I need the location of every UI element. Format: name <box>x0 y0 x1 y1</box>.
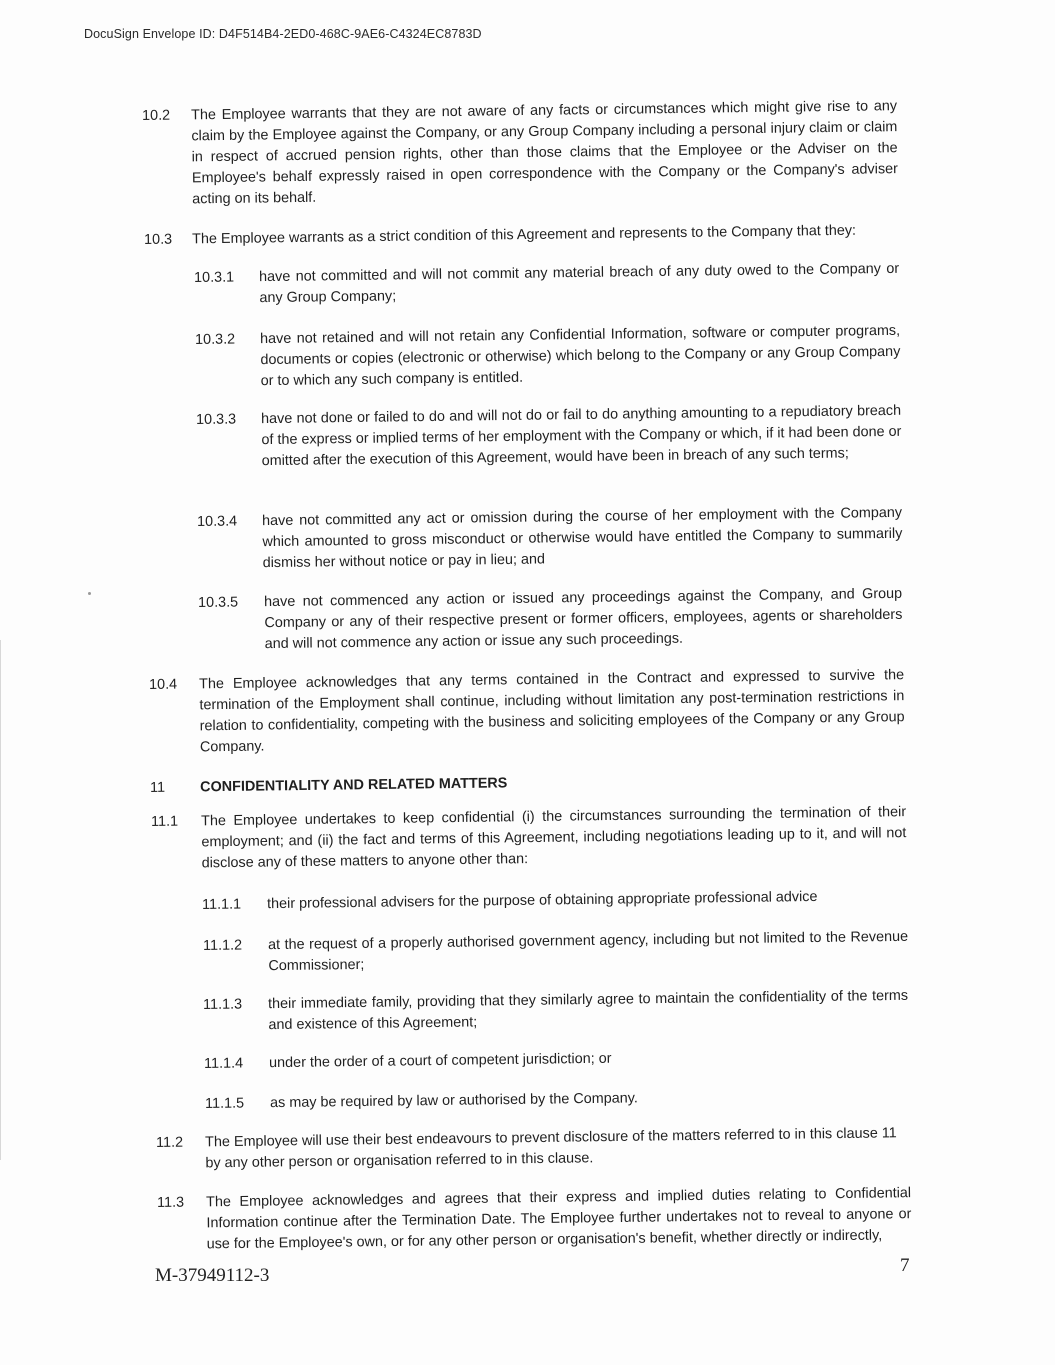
clause-number: 11.1 <box>151 813 179 830</box>
clause-number: 10.4 <box>149 676 178 693</box>
clause-10-3-5 <box>198 584 908 653</box>
clause-text: have not committed any act or omission during the course of her employment with the Company which amounted to gross misconduct or otherwise would have entitled the Company to summarily dismiss her without notice or pay in lieu; and <box>262 504 903 572</box>
clause-11-1-4 <box>204 1045 914 1072</box>
clause-text: their immediate family, providing that they similarly agree to maintain the confidentiality of the terms and existence of this Agreement; <box>268 987 909 1034</box>
clause-text: their professional advisers for the purpose of obtaining appropriate professional advice <box>267 888 818 913</box>
clause-number: 10.3.2 <box>195 331 236 348</box>
clause-11-1-1 <box>202 886 912 913</box>
clause-text: as may be required by law or authorised by the Company. <box>270 1090 638 1112</box>
clause-10-3-1 <box>194 259 904 307</box>
clause-number: 11.3 <box>157 1194 185 1211</box>
section-heading-11 <box>150 768 910 796</box>
clause-number: 11.1.1 <box>202 896 242 913</box>
clause-text: have not committed and will not commit any material breach of any duty owed to the Company or any Group Company; <box>259 260 900 307</box>
clause-text: have not retained and will not retain any Confidential Information, software or computer programs, documents or copies (electronic or otherwise) which belong to the Company or any Group Company or to which any such company is entitled. <box>260 322 901 390</box>
clause-11-1 <box>151 802 911 872</box>
clause-number: 10.3 <box>144 231 173 248</box>
scan-speck <box>88 592 91 595</box>
clause-number: 11.1.4 <box>204 1055 244 1072</box>
clause-text: have not commenced any action or issued any proceedings against the Company, and Group Company or any of their respective present or former officers, employees, agents or shareholders and will not commence any action or issue any such proceedings. <box>264 585 903 653</box>
clause-number: 11.2 <box>156 1134 184 1151</box>
clause-number: 11.1.5 <box>205 1095 245 1112</box>
clause-10-3-2 <box>195 321 905 390</box>
clause-text: under the order of a court of competent jurisdiction; or <box>269 1050 612 1072</box>
clause-number: 11.1.3 <box>203 996 243 1013</box>
clause-text: The Employee undertakes to keep confidential (i) the circumstances surrounding the termination of their employment; and (ii) the fact and terms of this Agreement, including negotiations leading up to it, and will not disclose any of these matters to anyone other than: <box>201 804 907 872</box>
docusign-envelope-id: DocuSign Envelope ID: D4F514B4-2ED0-468C-9AE6-C4324EC8783D <box>84 27 482 41</box>
clause-number: 10.2 <box>142 107 171 124</box>
clause-11-1-5 <box>205 1085 915 1112</box>
clause-number: 10.3.1 <box>194 269 235 286</box>
clause-10-3-4 <box>197 503 907 572</box>
clause-text: have not done or failed to do and will not do or fail to do anything amounting to a repudiatory breach of the express or implied terms of her employment with the Company or which, if it had been done or omitted after the execution of this Agreement, would have been in breach of any such terms; <box>261 402 902 470</box>
clause-10-2 <box>142 96 902 208</box>
clause-11-1-2 <box>203 927 913 975</box>
section-title: CONFIDENTIALITY AND RELATED MATTERS <box>200 775 508 796</box>
scan-edge-line <box>0 640 1 1160</box>
clause-text: The Employee acknowledges and agrees that their express and implied duties relating to Confidential Information continue after the Termination Date. The Employee further undertakes not to reveal to anyone or use for the Employee's own, or for any other person or organisation's benefit, whether directly or indirectly, <box>206 1185 912 1253</box>
clause-10-3 <box>144 220 904 248</box>
clause-number: 11 <box>150 779 166 796</box>
clause-text: The Employee will use their best endeavours to prevent disclosure of the matters referred to in this clause 11 by any other person or organisation referred to in this clause. <box>205 1125 897 1172</box>
clause-text: The Employee acknowledges that any terms contained in the Contract and expressed to survive the termination of the Employment shall continue, including without limitation any post-termination restrictions in relation to confidentiality, competing with the business and soliciting employees of the Company or any Group Company. <box>199 667 905 756</box>
clause-10-3-3 <box>196 401 906 470</box>
clause-11-2 <box>156 1123 916 1172</box>
clause-11-3 <box>157 1183 917 1253</box>
clause-number: 10.3.4 <box>197 513 238 530</box>
clause-10-4 <box>149 665 909 756</box>
clause-number: 10.3.5 <box>198 594 239 611</box>
clause-text: The Employee warrants as a strict condition of this Agreement and represents to the Company that they: <box>192 222 857 248</box>
clause-text: The Employee warrants that they are not aware of any facts or circumstances which might give rise to any claim by the Employee against the Company, or any Group Company including a personal injury claim or claim in respect of accrued pension rights, other than those claims that the Employee or the Adviser on the Employee's behalf expressly raised in open correspondence with the Company or the Company's adviser acting on its behalf. <box>191 98 898 208</box>
document-reference: M-37949112-3 <box>155 1265 270 1286</box>
clause-number: 10.3.3 <box>196 411 237 428</box>
page-number: 7 <box>900 1255 910 1276</box>
clause-text: at the request of a properly authorised government agency, including but not limited to the Revenue Commissioner; <box>268 928 909 975</box>
clause-number: 11.1.2 <box>203 937 243 954</box>
clause-11-1-3 <box>203 986 913 1034</box>
